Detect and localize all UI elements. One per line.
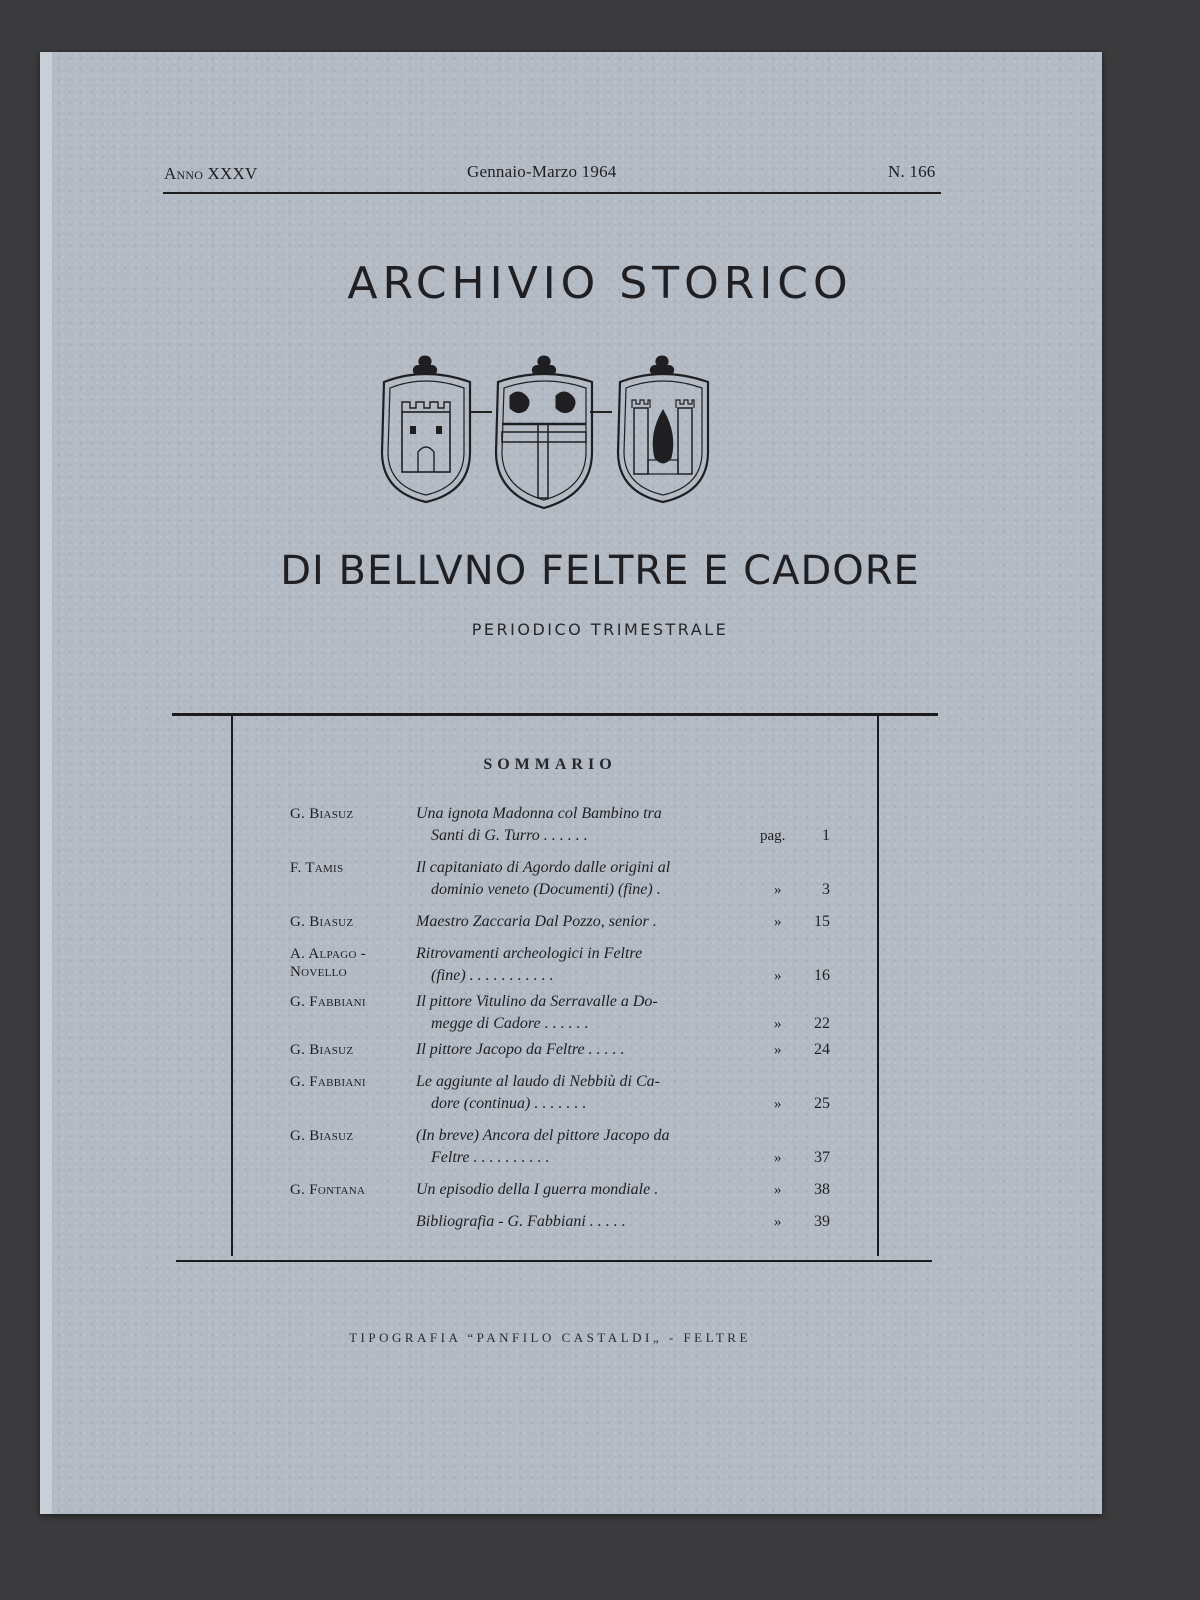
toc-page-number: 38 <box>814 1181 830 1198</box>
toc-page-number: 25 <box>814 1095 830 1112</box>
header-rule <box>163 192 941 194</box>
toc-entry <box>290 1071 830 1115</box>
toc-author: F. Tamis <box>290 860 344 876</box>
toc-page-marker: » <box>774 914 782 930</box>
sommario-bottom-rule <box>176 1260 932 1262</box>
issue-number: N. 166 <box>888 162 936 181</box>
toc-page-number: 37 <box>814 1149 830 1166</box>
toc-title-line-1: Le aggiunte al laudo di Nebbiù di Ca- <box>416 1073 660 1090</box>
toc-page-marker: » <box>774 882 782 898</box>
title-archivio-storico: ARCHIVIO STORICO <box>347 258 853 309</box>
coat-of-arms-cadore-icon <box>618 356 708 502</box>
toc-title-line-2: dore (continua) . . . . . . . <box>431 1095 587 1112</box>
toc-page-number: 39 <box>814 1213 830 1230</box>
toc-page-marker: » <box>774 1150 782 1166</box>
toc-page-number: 3 <box>822 881 830 898</box>
toc-entry <box>290 803 830 847</box>
printer-imprint: TIPOGRAFIA “PANFILO CASTALDI„ - FELTRE <box>349 1330 751 1345</box>
toc-title-line-2: (fine) . . . . . . . . . . . <box>431 967 554 984</box>
toc-page-number: 24 <box>814 1041 830 1058</box>
toc-entry <box>290 991 830 1035</box>
toc-author: G. Fabbiani <box>290 994 366 1010</box>
toc-title-line-1: Un episodio della I guerra mondiale . <box>416 1181 659 1198</box>
toc-page-number: 22 <box>814 1015 830 1032</box>
toc-entry <box>290 1179 830 1201</box>
toc-author: A. Alpago - Novello <box>290 946 367 980</box>
toc-title-line-1: (In breve) Ancora del pittore Jacopo da <box>416 1127 670 1144</box>
toc-author: G. Fabbiani <box>290 1074 366 1090</box>
toc-title-line-1: Maestro Zaccaria Dal Pozzo, senior . <box>416 913 657 930</box>
toc-title-line-2: Feltre . . . . . . . . . . <box>431 1149 550 1166</box>
toc-title-line-1: Il pittore Vitulino da Serravalle a Do- <box>416 993 658 1010</box>
toc-title-line-1: Una ignota Madonna col Bambino tra <box>416 805 662 822</box>
toc-page-number: 1 <box>822 827 830 844</box>
toc-author: G. Biasuz <box>290 914 354 930</box>
toc-author: G. Fontana <box>290 1182 366 1198</box>
periodicity-subtitle: PERIODICO TRIMESTRALE <box>471 620 729 639</box>
sommario-heading: SOMMARIO <box>483 756 617 773</box>
toc-author: G. Biasuz <box>290 1128 354 1144</box>
toc-page-marker: » <box>774 1182 782 1198</box>
sommario-right-rule <box>877 716 879 1256</box>
toc-author: G. Biasuz <box>290 1042 354 1058</box>
toc-author: G. Biasuz <box>290 806 354 822</box>
toc-title-line-2: dominio veneto (Documenti) (fine) . <box>431 881 661 898</box>
sommario-left-rule <box>231 716 233 1256</box>
toc-title-line-1: Bibliografia - G. Fabbiani . . . . . <box>416 1213 626 1230</box>
toc-entry <box>290 1039 830 1061</box>
toc-page-marker: » <box>774 1042 782 1058</box>
toc-entry <box>290 857 830 901</box>
toc-entry <box>290 911 830 933</box>
coats-of-arms <box>380 352 720 520</box>
toc-page-marker: » <box>774 1096 782 1112</box>
toc-title-line-2: Santi di G. Turro . . . . . . <box>431 827 588 844</box>
toc-page-number: 15 <box>814 913 830 930</box>
title-belluno-feltre-cadore: DI BELLVNO FELTRE E CADORE <box>280 548 920 594</box>
toc-title-line-2: megge di Cadore . . . . . . <box>431 1015 589 1032</box>
coat-of-arms-feltre-icon <box>496 356 592 508</box>
toc-page-marker: » <box>774 968 782 984</box>
toc-page-marker: » <box>774 1214 782 1230</box>
toc-page-marker: » <box>774 1016 782 1032</box>
toc-entry <box>290 1125 830 1169</box>
toc-title-line-1: Ritrovamenti archeologici in Feltre <box>416 945 643 962</box>
volume-label: Anno XXXV <box>164 164 258 183</box>
coat-of-arms-belluno-icon <box>382 356 470 502</box>
toc-title-line-1: Il capitaniato di Agordo dalle origini al <box>416 859 671 876</box>
toc-title-line-1: Il pittore Jacopo da Feltre . . . . . <box>416 1041 625 1058</box>
toc-entry <box>290 1211 830 1233</box>
sommario-top-rule <box>172 713 938 716</box>
toc-page-marker: pag. <box>760 828 786 844</box>
issue-date: Gennaio-Marzo 1964 <box>467 162 617 181</box>
toc-entry <box>290 943 830 987</box>
toc-page-number: 16 <box>814 967 830 984</box>
